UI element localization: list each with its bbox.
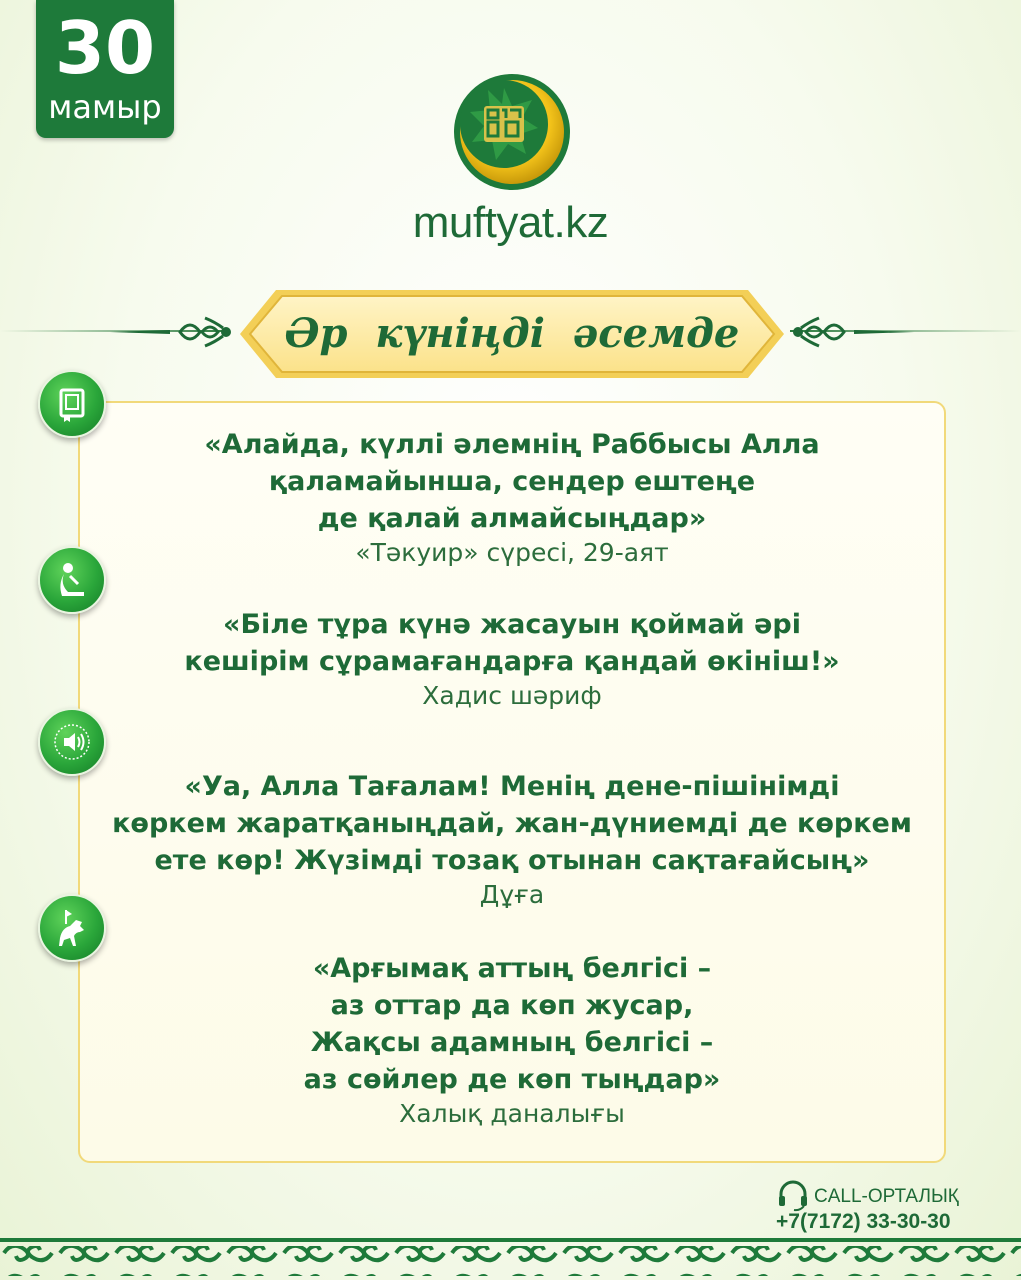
quote-3 xyxy=(78,768,946,911)
audio-speaker-icon xyxy=(38,708,106,776)
quote-4 xyxy=(78,950,946,1130)
call-center xyxy=(776,1178,976,1234)
quote-text: «Алайда, күллі әлемнің Раббысы Алла қаламайынша, сендер ештеңе де қалай алмайсыңдар» xyxy=(204,429,820,534)
date-month: мамыр xyxy=(48,88,162,126)
quote-source: Хадис шәриф xyxy=(422,681,602,710)
ornament-left-icon xyxy=(110,312,238,352)
quote-2 xyxy=(78,606,946,712)
quote-text: «Біле тұра күнә жасауын қоймай әрі кешірім сұрамағандарға қандай өкініш!» xyxy=(184,609,840,677)
footer-ornament xyxy=(0,1238,1021,1280)
quote-1 xyxy=(78,426,946,569)
quote-source: Халық даналығы xyxy=(399,1099,625,1128)
date-badge xyxy=(36,0,174,138)
quote-text: «Арғымақ аттың белгісі – аз оттар да көп жусар, Жақсы адамның белгісі – аз сөйлер де көп тыңдар» xyxy=(303,953,721,1095)
quote-source: Дұға xyxy=(479,880,545,909)
date-day: 30 xyxy=(54,6,156,90)
call-center-phone[interactable]: +7(7172) 33-30-30 xyxy=(776,1210,951,1233)
ornament-right-icon xyxy=(786,312,914,352)
quote-text: «Уа, Алла Тағалам! Менің дене-пішінімді көркем жаратқаныңдай, жан-дүниемді де көркем ете көр! Жүзімді тозақ отынан сақтағайсың» xyxy=(112,771,912,876)
muftyat-logo xyxy=(452,72,572,192)
quote-source: «Тәкуир» сүресі, 29-аят xyxy=(355,538,669,567)
banner-title: Әр күніңді әсемде xyxy=(284,310,740,357)
site-name: muftyat.kz xyxy=(412,198,609,247)
call-center-label: CALL-ОРТАЛЫҚ xyxy=(814,1186,959,1207)
headset-icon xyxy=(776,1178,810,1212)
